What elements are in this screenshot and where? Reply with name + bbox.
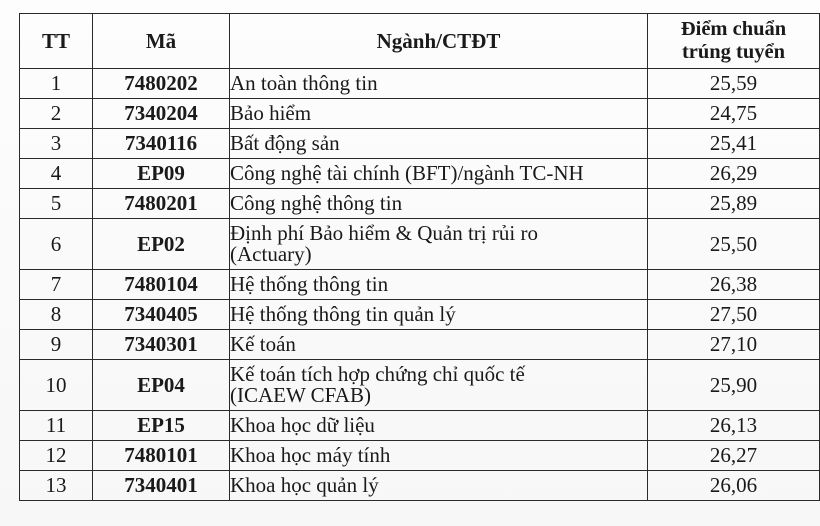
admission-scores-table <box>19 13 820 501</box>
row-score: 25,50 <box>648 219 820 270</box>
program-name-line2: (Actuary) <box>230 242 312 266</box>
header-code: Mã <box>93 14 230 69</box>
header-tt: TT <box>20 14 93 69</box>
header-score-line2: trúng tuyển <box>681 41 786 63</box>
row-score: 26,13 <box>648 411 820 441</box>
table-row <box>20 411 820 441</box>
row-score: 26,27 <box>648 441 820 471</box>
row-tt: 13 <box>20 471 93 501</box>
row-score: 25,90 <box>648 360 820 411</box>
row-program-name: Công nghệ thông tin <box>230 189 648 219</box>
row-code: 7340116 <box>93 129 230 159</box>
row-score: 24,75 <box>648 99 820 129</box>
table-row <box>20 441 820 471</box>
row-program-name <box>230 360 648 411</box>
row-tt: 1 <box>20 69 93 99</box>
table-row <box>20 219 820 270</box>
row-program-name: Khoa học quản lý <box>230 471 648 501</box>
row-score: 25,89 <box>648 189 820 219</box>
table-row <box>20 129 820 159</box>
program-name-line1: Định phí Bảo hiểm & Quản trị rủi ro <box>230 221 538 245</box>
row-program-name: Công nghệ tài chính (BFT)/ngành TC-NH <box>230 159 648 189</box>
row-tt: 3 <box>20 129 93 159</box>
row-program-name: Khoa học máy tính <box>230 441 648 471</box>
row-tt: 2 <box>20 99 93 129</box>
row-tt: 4 <box>20 159 93 189</box>
row-tt: 6 <box>20 219 93 270</box>
row-code: 7340204 <box>93 99 230 129</box>
row-score: 26,29 <box>648 159 820 189</box>
table-row <box>20 471 820 501</box>
row-tt: 8 <box>20 300 93 330</box>
row-tt: 9 <box>20 330 93 360</box>
row-score: 26,06 <box>648 471 820 501</box>
row-code: EP15 <box>93 411 230 441</box>
row-program-name: Kế toán <box>230 330 648 360</box>
row-tt: 12 <box>20 441 93 471</box>
table-row <box>20 69 820 99</box>
row-score: 27,10 <box>648 330 820 360</box>
row-code: 7480101 <box>93 441 230 471</box>
table-header-row <box>20 14 820 69</box>
row-program-name: Hệ thống thông tin <box>230 270 648 300</box>
row-tt: 5 <box>20 189 93 219</box>
row-tt: 10 <box>20 360 93 411</box>
row-program-name <box>230 219 648 270</box>
header-score-line1: Điểm chuẩn <box>680 18 787 41</box>
row-tt: 11 <box>20 411 93 441</box>
row-code: EP02 <box>93 219 230 270</box>
program-name-line1: Kế toán tích hợp chứng chỉ quốc tế <box>230 362 525 386</box>
row-code: 7480202 <box>93 69 230 99</box>
table-row <box>20 300 820 330</box>
row-score: 26,38 <box>648 270 820 300</box>
row-code: 7340401 <box>93 471 230 501</box>
table-row <box>20 270 820 300</box>
table-row <box>20 99 820 129</box>
row-score: 25,59 <box>648 69 820 99</box>
row-tt: 7 <box>20 270 93 300</box>
row-code: 7340301 <box>93 330 230 360</box>
header-admission-score <box>648 14 820 69</box>
table-row <box>20 330 820 360</box>
row-code: EP09 <box>93 159 230 189</box>
row-code: 7480201 <box>93 189 230 219</box>
row-program-name: Bảo hiểm <box>230 99 648 129</box>
table-row <box>20 159 820 189</box>
table-row <box>20 189 820 219</box>
program-name-line2: (ICAEW CFAB) <box>230 383 371 407</box>
row-program-name: Hệ thống thông tin quản lý <box>230 300 648 330</box>
row-code: 7340405 <box>93 300 230 330</box>
row-program-name: An toàn thông tin <box>230 69 648 99</box>
row-score: 27,50 <box>648 300 820 330</box>
row-program-name: Khoa học dữ liệu <box>230 411 648 441</box>
row-score: 25,41 <box>648 129 820 159</box>
row-program-name: Bất động sản <box>230 129 648 159</box>
row-code: EP04 <box>93 360 230 411</box>
table-row <box>20 360 820 411</box>
row-code: 7480104 <box>93 270 230 300</box>
header-program-name: Ngành/CTĐT <box>230 14 648 69</box>
